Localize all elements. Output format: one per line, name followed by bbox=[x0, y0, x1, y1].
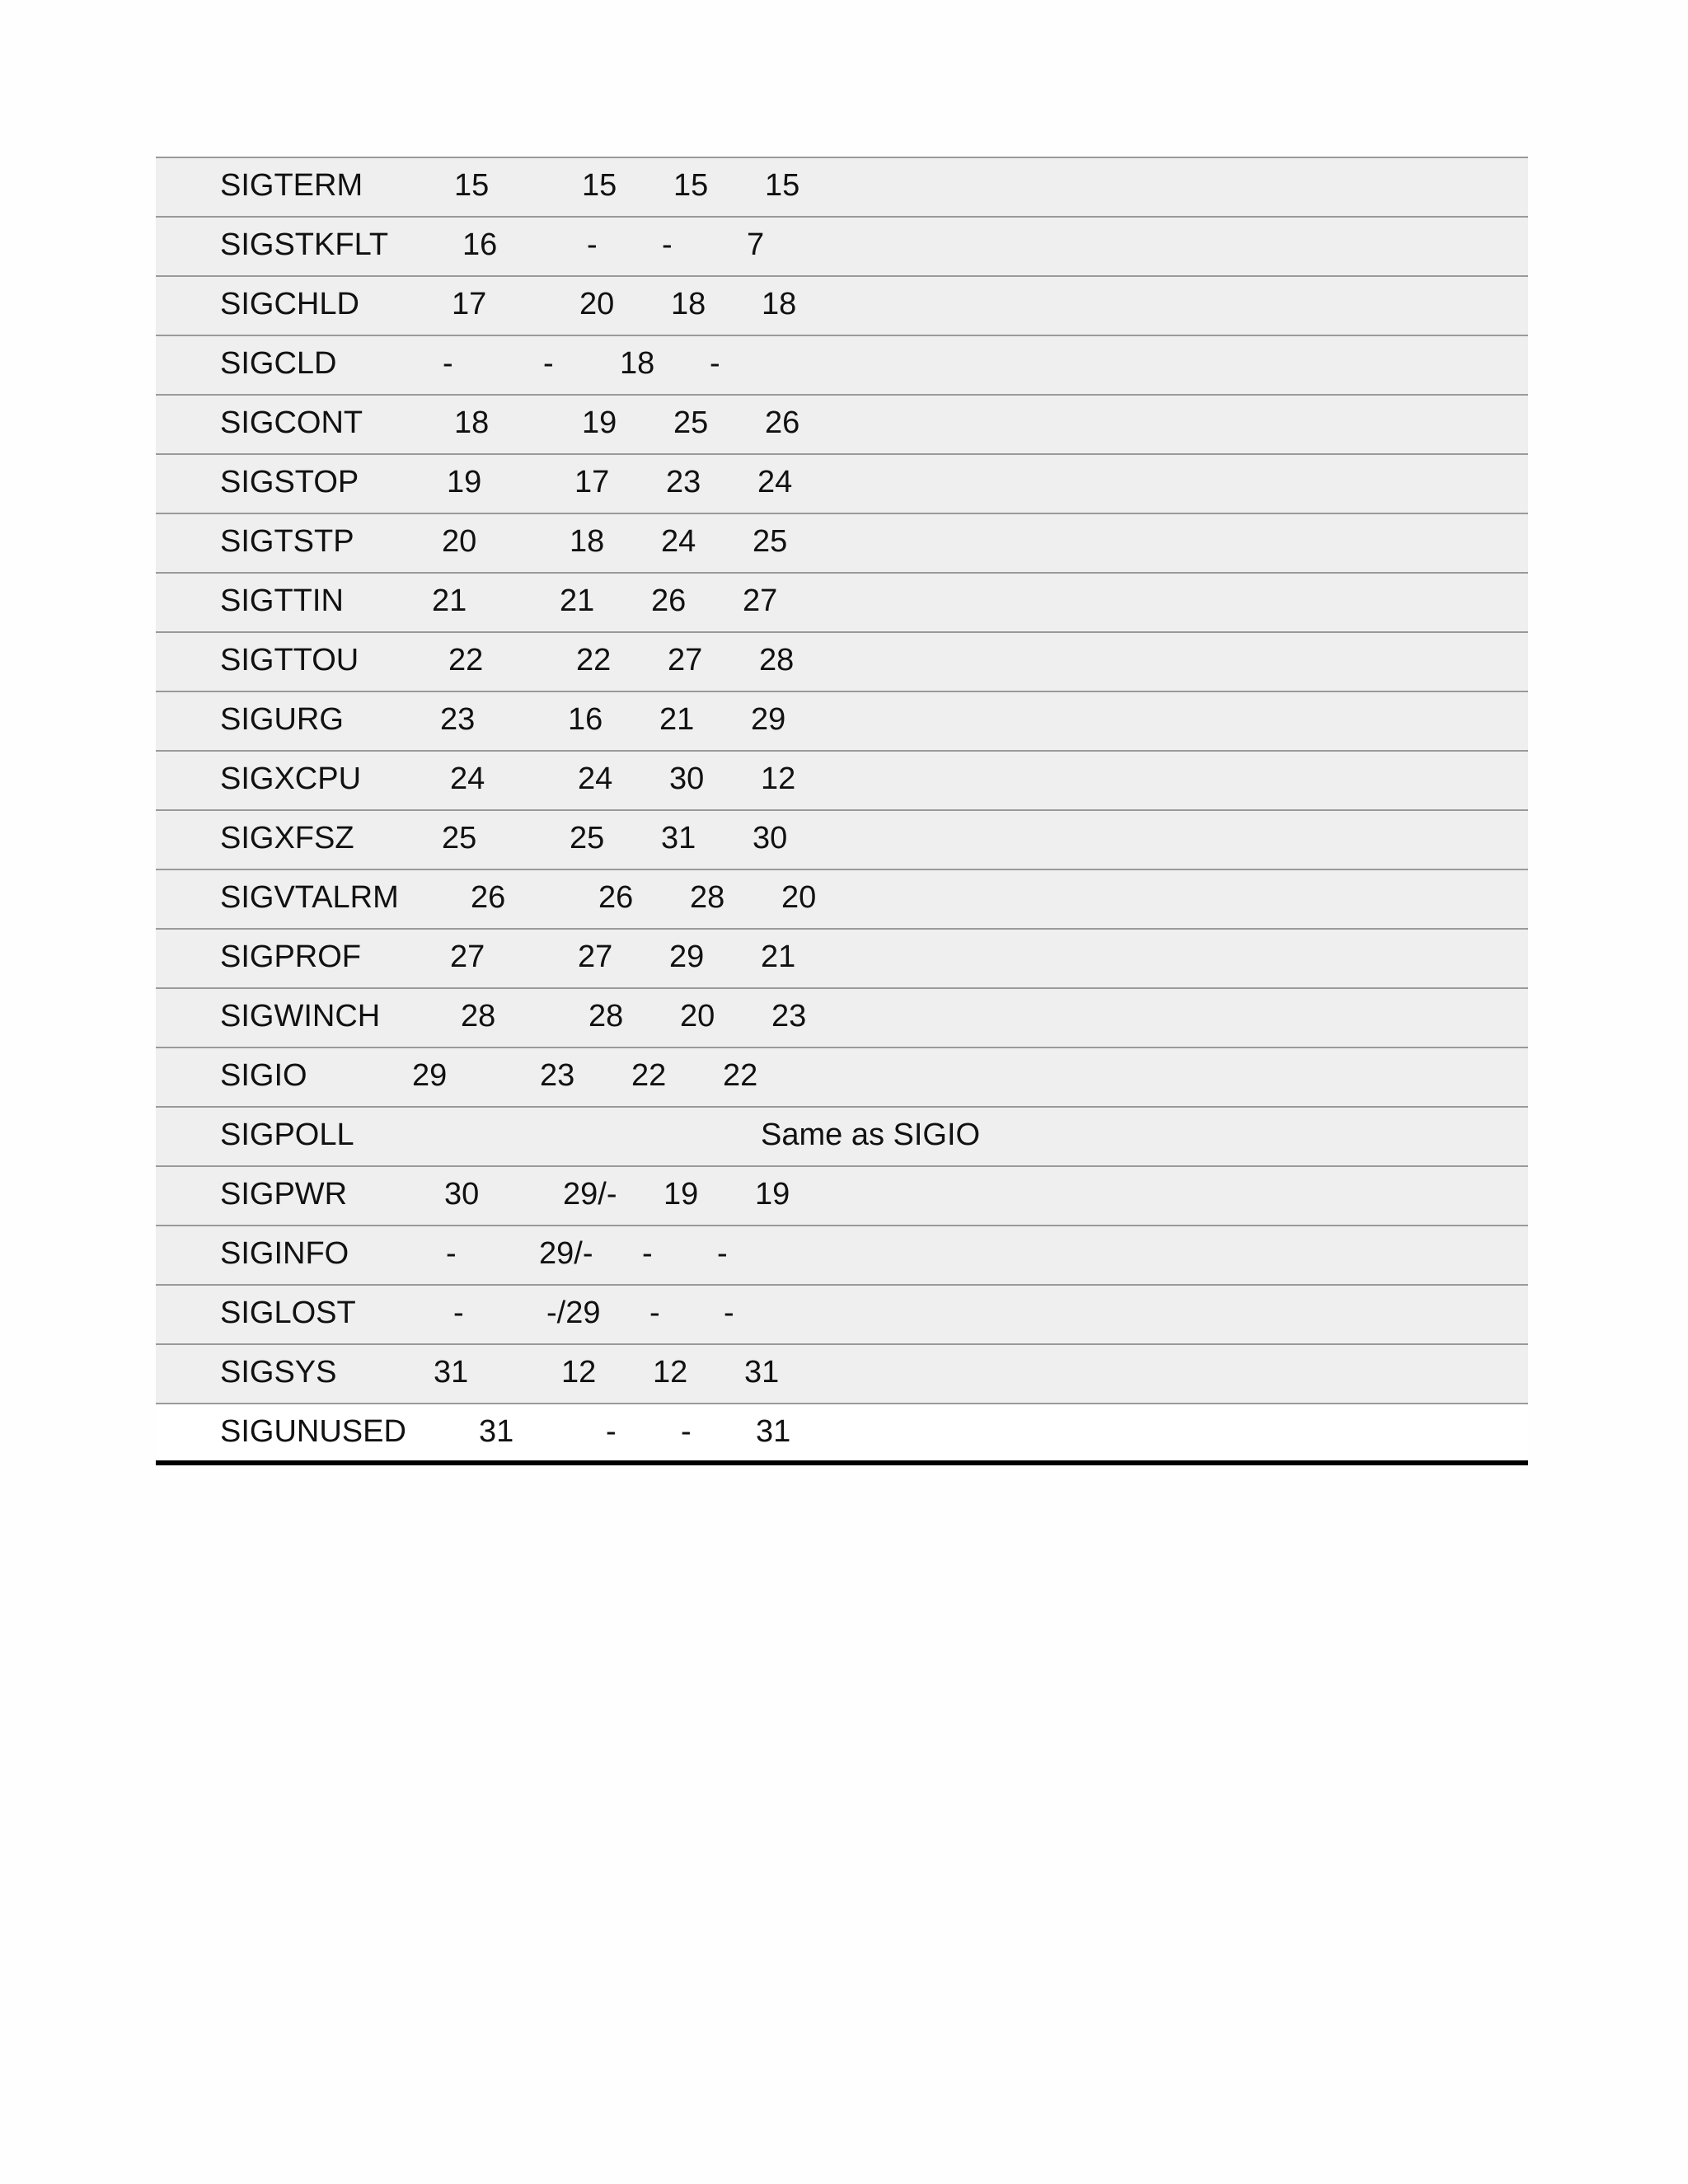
table-row bbox=[156, 396, 1528, 455]
table-row bbox=[156, 574, 1528, 633]
value-col-4: 15 bbox=[765, 168, 800, 203]
signal-name: SIGCONT bbox=[220, 405, 363, 440]
value-col-1: 24 bbox=[450, 762, 485, 796]
value-col-1: 17 bbox=[452, 287, 487, 321]
value-col-4: - bbox=[710, 346, 720, 381]
value-col-2: 26 bbox=[598, 880, 634, 915]
value-col-4: 31 bbox=[744, 1355, 780, 1390]
value-col-4: 30 bbox=[753, 821, 788, 855]
value-col-1: 26 bbox=[471, 880, 506, 915]
table-row bbox=[156, 158, 1528, 218]
value-col-2: 29/- bbox=[563, 1177, 617, 1212]
value-col-2: 18 bbox=[570, 524, 605, 559]
value-col-1: 19 bbox=[447, 465, 482, 499]
table-row bbox=[156, 692, 1528, 752]
value-col-1: 28 bbox=[461, 999, 496, 1033]
value-col-1: 31 bbox=[479, 1414, 514, 1449]
value-col-1: 30 bbox=[444, 1177, 480, 1212]
value-col-1: - bbox=[443, 346, 453, 381]
signal-table bbox=[156, 157, 1528, 1465]
value-col-1: 15 bbox=[454, 168, 490, 203]
value-col-4: 25 bbox=[753, 524, 788, 559]
value-col-2: 24 bbox=[578, 762, 613, 796]
value-col-3: 12 bbox=[653, 1355, 688, 1390]
signal-name: SIGTTOU bbox=[220, 643, 359, 677]
value-col-2: 29/- bbox=[539, 1236, 593, 1271]
value-col-3: 29 bbox=[669, 940, 705, 974]
table-row bbox=[156, 1108, 1528, 1167]
value-col-2: 20 bbox=[579, 287, 615, 321]
value-col-3: 23 bbox=[666, 465, 701, 499]
value-col-2: 15 bbox=[582, 168, 617, 203]
signal-name: SIGVTALRM bbox=[220, 880, 399, 915]
value-col-2: 12 bbox=[561, 1355, 597, 1390]
value-col-3: 24 bbox=[661, 524, 696, 559]
value-col-3: - bbox=[681, 1414, 692, 1449]
signal-name: SIGURG bbox=[220, 702, 344, 737]
value-col-2: 21 bbox=[560, 583, 595, 618]
value-col-2: 17 bbox=[574, 465, 610, 499]
signal-name: SIGPOLL bbox=[220, 1118, 354, 1152]
value-col-2: - bbox=[543, 346, 554, 381]
table-row bbox=[156, 514, 1528, 574]
table-row bbox=[156, 218, 1528, 277]
value-col-4: 27 bbox=[743, 583, 778, 618]
value-col-4: 18 bbox=[762, 287, 797, 321]
table-row bbox=[156, 1048, 1528, 1108]
table-row bbox=[156, 336, 1528, 396]
value-col-1: 20 bbox=[442, 524, 477, 559]
signal-name: SIGXCPU bbox=[220, 762, 362, 796]
table-row bbox=[156, 1404, 1528, 1465]
value-col-4: 31 bbox=[756, 1414, 791, 1449]
signal-name: SIGCLD bbox=[220, 346, 337, 381]
value-col-3: 15 bbox=[673, 168, 709, 203]
table-row bbox=[156, 989, 1528, 1048]
signal-name: SIGTSTP bbox=[220, 524, 354, 559]
value-col-1: 25 bbox=[442, 821, 477, 855]
table-row bbox=[156, 1226, 1528, 1286]
value-col-3: 20 bbox=[680, 999, 715, 1033]
value-col-1: 22 bbox=[448, 643, 484, 677]
value-col-1: 21 bbox=[432, 583, 467, 618]
table-row bbox=[156, 1167, 1528, 1226]
signal-name: SIGWINCH bbox=[220, 999, 381, 1033]
value-col-4: 26 bbox=[765, 405, 800, 440]
table-row bbox=[156, 752, 1528, 811]
value-col-4: 22 bbox=[723, 1058, 758, 1093]
value-col-4: 20 bbox=[781, 880, 817, 915]
value-col-2: 16 bbox=[568, 702, 603, 737]
value-col-3: 30 bbox=[669, 762, 705, 796]
value-col-1: 27 bbox=[450, 940, 485, 974]
value-col-2: 22 bbox=[576, 643, 612, 677]
signal-name: SIGLOST bbox=[220, 1296, 356, 1330]
value-col-3: 27 bbox=[668, 643, 703, 677]
value-col-3: 26 bbox=[651, 583, 687, 618]
value-col-3: 22 bbox=[631, 1058, 667, 1093]
value-col-4: 7 bbox=[747, 227, 765, 262]
value-col-1: 29 bbox=[412, 1058, 448, 1093]
value-col-2: - bbox=[587, 227, 598, 262]
value-col-2: 19 bbox=[582, 405, 617, 440]
table-row bbox=[156, 455, 1528, 514]
value-col-4: 24 bbox=[757, 465, 793, 499]
value-col-3: 21 bbox=[659, 702, 695, 737]
value-col-2: 23 bbox=[540, 1058, 575, 1093]
table-row bbox=[156, 1345, 1528, 1404]
value-col-2: -/29 bbox=[546, 1296, 601, 1330]
value-col-3: 28 bbox=[690, 880, 725, 915]
value-col-3: 31 bbox=[661, 821, 696, 855]
value-col-3: - bbox=[662, 227, 673, 262]
table-row bbox=[156, 930, 1528, 989]
signal-name: SIGIO bbox=[220, 1058, 307, 1093]
value-col-2: 27 bbox=[578, 940, 613, 974]
value-col-2: - bbox=[606, 1414, 617, 1449]
value-col-2: 25 bbox=[570, 821, 605, 855]
value-col-4: 29 bbox=[751, 702, 786, 737]
value-col-4: - bbox=[724, 1296, 734, 1330]
value-col-4: - bbox=[717, 1236, 728, 1271]
value-col-1: - bbox=[453, 1296, 464, 1330]
value-col-4: 23 bbox=[771, 999, 807, 1033]
value-col-4: 21 bbox=[761, 940, 796, 974]
signal-name: SIGCHLD bbox=[220, 287, 359, 321]
table-row bbox=[156, 870, 1528, 930]
value-col-1: - bbox=[446, 1236, 457, 1271]
signal-name: SIGSTOP bbox=[220, 465, 359, 499]
value-col-2: 28 bbox=[588, 999, 624, 1033]
value-col-4: 12 bbox=[761, 762, 796, 796]
table-row bbox=[156, 633, 1528, 692]
signal-name: SIGINFO bbox=[220, 1236, 349, 1271]
signal-name: SIGSYS bbox=[220, 1355, 337, 1390]
row-note: Same as SIGIO bbox=[761, 1118, 981, 1152]
signal-name: SIGUNUSED bbox=[220, 1414, 406, 1449]
signal-name: SIGTTIN bbox=[220, 583, 344, 618]
value-col-3: - bbox=[649, 1296, 660, 1330]
value-col-1: 23 bbox=[440, 702, 476, 737]
value-col-1: 31 bbox=[434, 1355, 469, 1390]
signal-name: SIGXFSZ bbox=[220, 821, 354, 855]
value-col-3: 18 bbox=[620, 346, 655, 381]
value-col-4: 28 bbox=[759, 643, 795, 677]
value-col-1: 16 bbox=[462, 227, 498, 262]
signal-name: SIGSTKFLT bbox=[220, 227, 389, 262]
value-col-3: - bbox=[642, 1236, 653, 1271]
signal-name: SIGPWR bbox=[220, 1177, 348, 1212]
value-col-1: 18 bbox=[454, 405, 490, 440]
table-row bbox=[156, 1286, 1528, 1345]
signal-name: SIGTERM bbox=[220, 168, 363, 203]
value-col-3: 25 bbox=[673, 405, 709, 440]
signal-name: SIGPROF bbox=[220, 940, 362, 974]
value-col-4: 19 bbox=[755, 1177, 790, 1212]
value-col-3: 19 bbox=[663, 1177, 699, 1212]
table-row bbox=[156, 277, 1528, 336]
value-col-3: 18 bbox=[671, 287, 706, 321]
table-row bbox=[156, 811, 1528, 870]
